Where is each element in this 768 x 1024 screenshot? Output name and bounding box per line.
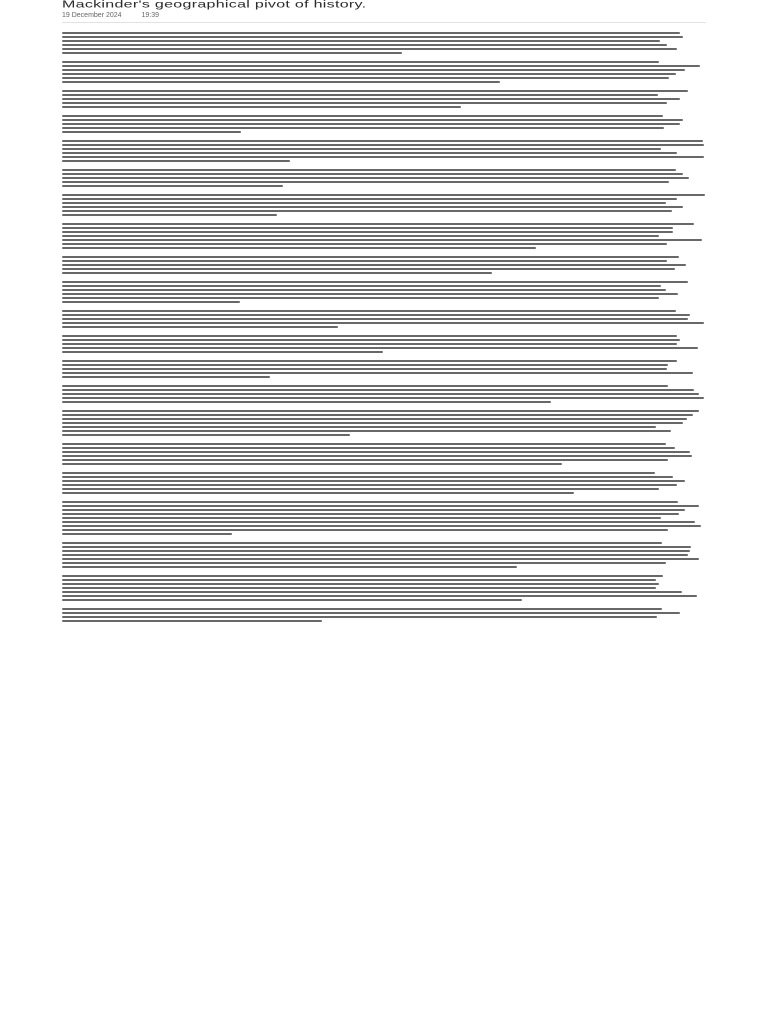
paragraph-text-line (62, 156, 704, 158)
article-paragraph (62, 608, 706, 622)
paragraph-text-line (62, 455, 692, 457)
paragraph-text-line (62, 401, 551, 403)
paragraph-text-line (62, 587, 656, 589)
paragraph-text-line (62, 260, 667, 262)
paragraph-text-line (62, 239, 702, 241)
article-paragraph (62, 61, 706, 83)
paragraph-text-line (62, 123, 680, 125)
paragraph-text-line (62, 542, 662, 544)
paragraph-text-line (62, 285, 661, 287)
paragraph-text-line (62, 194, 705, 196)
article-paragraph (62, 310, 706, 328)
paragraph-text-line (62, 472, 655, 474)
paragraph-text-line (62, 90, 688, 92)
paragraph-text-line (62, 322, 704, 324)
article-paragraph (62, 410, 706, 436)
paragraph-text-line (62, 318, 688, 320)
paragraph-text-line (62, 235, 659, 237)
paragraph-text-line (62, 463, 562, 465)
article-paragraph (62, 115, 706, 133)
paragraph-text-line (62, 422, 683, 424)
paragraph-text-line (62, 414, 693, 416)
paragraph-text-line (62, 389, 694, 391)
paragraph-text-line (62, 210, 672, 212)
paragraph-text-line (62, 612, 680, 614)
article-paragraph (62, 32, 706, 54)
paragraph-text-line (62, 385, 668, 387)
article-header (62, 0, 722, 19)
paragraph-text-line (62, 488, 659, 490)
paragraph-text-line (62, 160, 290, 162)
paragraph-text-line (62, 301, 240, 303)
article-paragraph (62, 542, 706, 568)
paragraph-text-line (62, 418, 687, 420)
paragraph-text-line (62, 368, 667, 370)
article-paragraph (62, 501, 706, 535)
paragraph-text-line (62, 521, 695, 523)
paragraph-text-line (62, 73, 676, 75)
article-paragraph (62, 223, 706, 249)
paragraph-text-line (62, 40, 660, 42)
article-paragraph (62, 194, 706, 216)
paragraph-text-line (62, 297, 659, 299)
paragraph-text-line (62, 335, 677, 337)
paragraph-text-line (62, 44, 667, 46)
paragraph-text-line (62, 426, 656, 428)
paragraph-text-line (62, 525, 701, 527)
paragraph-text-line (62, 505, 699, 507)
paragraph-text-line (62, 484, 677, 486)
paragraph-text-line (62, 177, 689, 179)
paragraph-text-line (62, 595, 697, 597)
paragraph-text-line (62, 119, 683, 121)
article-paragraph (62, 169, 706, 187)
paragraph-text-line (62, 264, 686, 266)
article-paragraph (62, 575, 706, 601)
paragraph-text-line (62, 61, 659, 63)
paragraph-text-line (62, 517, 661, 519)
paragraph-text-line (62, 480, 685, 482)
paragraph-text-line (62, 289, 666, 291)
paragraph-text-line (62, 32, 680, 34)
paragraph-text-line (62, 533, 232, 535)
article-paragraph (62, 281, 706, 303)
paragraph-text-line (62, 347, 698, 349)
paragraph-text-line (62, 231, 673, 233)
paragraph-text-line (62, 579, 656, 581)
paragraph-text-line (62, 558, 699, 560)
paragraph-text-line (62, 314, 690, 316)
paragraph-text-line (62, 591, 682, 593)
paragraph-text-line (62, 550, 690, 552)
paragraph-text-line (62, 115, 663, 117)
paragraph-text-line (62, 140, 703, 142)
paragraph-text-line (62, 459, 668, 461)
article-paragraph (62, 472, 706, 494)
paragraph-text-line (62, 492, 574, 494)
paragraph-text-line (62, 616, 657, 618)
paragraph-text-line (62, 227, 673, 229)
article-meta (62, 12, 177, 20)
paragraph-text-line (62, 214, 277, 216)
paragraph-text-line (62, 148, 661, 150)
paragraph-text-line (62, 443, 666, 445)
paragraph-text-line (62, 620, 322, 622)
paragraph-text-line (62, 326, 338, 328)
article-date: 19 December 2024 (62, 12, 122, 19)
paragraph-text-line (62, 169, 676, 171)
paragraph-text-line (62, 393, 699, 395)
paragraph-text-line (62, 608, 662, 610)
article-paragraph (62, 140, 706, 162)
paragraph-text-line (62, 376, 270, 378)
paragraph-text-line (62, 529, 668, 531)
paragraph-text-line (62, 397, 704, 399)
header-divider (62, 22, 706, 23)
paragraph-text-line (62, 343, 677, 345)
paragraph-text-line (62, 48, 677, 50)
paragraph-text-line (62, 144, 704, 146)
paragraph-text-line (62, 509, 685, 511)
paragraph-text-line (62, 430, 671, 432)
paragraph-text-line (62, 102, 667, 104)
paragraph-text-line (62, 310, 676, 312)
article-paragraph (62, 443, 706, 465)
paragraph-text-line (62, 98, 680, 100)
paragraph-text-line (62, 131, 241, 133)
paragraph-text-line (62, 202, 666, 204)
article-body (62, 30, 706, 629)
paragraph-text-line (62, 410, 699, 412)
paragraph-text-line (62, 339, 680, 341)
paragraph-text-line (62, 447, 675, 449)
paragraph-text-line (62, 173, 683, 175)
paragraph-text-line (62, 185, 283, 187)
paragraph-text-line (62, 554, 688, 556)
paragraph-text-line (62, 181, 669, 183)
paragraph-text-line (62, 94, 658, 96)
paragraph-text-line (62, 434, 350, 436)
paragraph-text-line (62, 566, 517, 568)
paragraph-text-line (62, 152, 677, 154)
paragraph-text-line (62, 52, 402, 54)
paragraph-text-line (62, 281, 688, 283)
paragraph-text-line (62, 360, 677, 362)
paragraph-text-line (62, 198, 677, 200)
paragraph-text-line (62, 364, 668, 366)
paragraph-text-line (62, 513, 679, 515)
paragraph-text-line (62, 562, 666, 564)
paragraph-text-line (62, 223, 694, 225)
paragraph-text-line (62, 256, 679, 258)
article-time: 19:39 (141, 12, 160, 19)
article-paragraph (62, 360, 706, 378)
paragraph-text-line (62, 247, 536, 249)
paragraph-text-line (62, 272, 492, 274)
paragraph-text-line (62, 268, 675, 270)
paragraph-text-line (62, 372, 693, 374)
article-paragraph (62, 385, 706, 403)
paragraph-text-line (62, 501, 678, 503)
page-title: Mackinder's geographical pivot of history. (62, 0, 367, 10)
article-paragraph (62, 335, 706, 353)
paragraph-text-line (62, 546, 691, 548)
paragraph-text-line (62, 206, 683, 208)
article-paragraph (62, 256, 706, 274)
paragraph-text-line (62, 575, 663, 577)
paragraph-text-line (62, 583, 659, 585)
paragraph-text-line (62, 599, 522, 601)
paragraph-text-line (62, 77, 669, 79)
paragraph-text-line (62, 36, 683, 38)
paragraph-text-line (62, 243, 667, 245)
paragraph-text-line (62, 451, 690, 453)
paragraph-text-line (62, 69, 685, 71)
paragraph-text-line (62, 127, 664, 129)
paragraph-text-line (62, 81, 500, 83)
paragraph-text-line (62, 106, 461, 108)
paragraph-text-line (62, 351, 383, 353)
paragraph-text-line (62, 65, 700, 67)
paragraph-text-line (62, 476, 673, 478)
article-paragraph (62, 90, 706, 108)
paragraph-text-line (62, 293, 678, 295)
